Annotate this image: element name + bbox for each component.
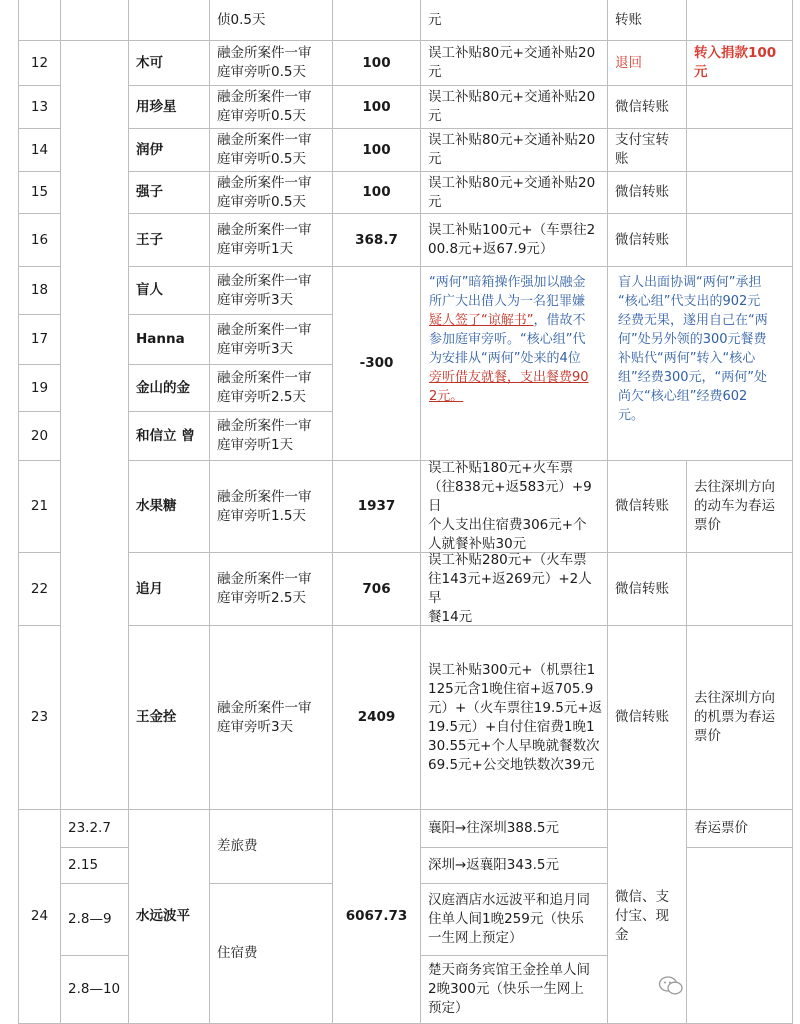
detail-cell: 误工补贴100元+（车票往2 00.8元+返67.9元）: [421, 214, 608, 267]
row-no: 18: [18, 267, 61, 315]
detail-cell: 元: [421, 0, 608, 41]
name-cell: 追月: [129, 553, 210, 626]
detail-cell: 误工补贴180元+火车票 （往838元+返583元）+9日 个人支出住宿费306元+个 人就餐补贴30元: [421, 461, 608, 553]
amount-cell: [333, 0, 421, 41]
detail-cell: 误工补贴80元+交通补贴20 元: [421, 41, 608, 86]
note-cell: [687, 86, 793, 129]
note-highlight: 旁听借友就餐，支出餐费90: [429, 370, 589, 385]
subject-cell: 融金所案件一审 庭审旁听1.5天: [210, 461, 333, 553]
detail-cell: 误工补贴80元+交通补贴20 元: [421, 86, 608, 129]
note-cell: [687, 0, 793, 41]
name-cell: 强子: [129, 172, 210, 214]
subject-cell: 融金所案件一审 庭审旁听0.5天: [210, 41, 333, 86]
subject-cell: 融金所案件一审 庭审旁听3天: [210, 315, 333, 365]
note-cell: [687, 129, 793, 172]
amount-cell: 2409: [333, 626, 421, 810]
note-highlight: 2元。: [429, 389, 464, 404]
col-blank: [61, 0, 129, 41]
detail-cell: 误工补贴80元+交通补贴20 元: [421, 129, 608, 172]
lodging-label: 住宿费: [210, 884, 333, 1024]
name-cell: Hanna: [129, 315, 210, 365]
method-cell: 退回: [608, 41, 687, 86]
row-no: 14: [18, 129, 61, 172]
detail-cell: 襄阳→往深圳388.5元: [421, 810, 608, 848]
subject-cell: 融金所案件一审 庭审旁听2.5天: [210, 365, 333, 412]
method-cell: 微信转账: [608, 86, 687, 129]
travel-label: 差旅费: [210, 810, 333, 884]
subject-cell: 融金所案件一审 庭审旁听0.5天: [210, 172, 333, 214]
amount-cell: 100: [333, 172, 421, 214]
detail-cell: 深圳→返襄阳343.5元: [421, 848, 608, 884]
method-cell: 微信转账: [608, 461, 687, 553]
subject-cell: 融金所案件一审 庭审旁听1天: [210, 412, 333, 461]
amount-cell: 706: [333, 553, 421, 626]
method-cell: 支付宝转 账: [608, 129, 687, 172]
group-note-right: 盲人出面协调“两何”承担 “核心组”代支出的902元 经费无果，遂用自己在“两 何”处另外领的300元餐费 补贴代“两何”转入“核心 组”经费300元，“两何”处 尚欠“核心组”经费602 元。: [608, 267, 793, 461]
blank-span: [61, 41, 129, 810]
amount-cell: 368.7: [333, 214, 421, 267]
note-line: ，借故不: [533, 313, 586, 328]
name-cell: 木可: [129, 41, 210, 86]
subject-cell: 融金所案件一审 庭审旁听1天: [210, 214, 333, 267]
row-no: 15: [18, 172, 61, 214]
note-cell: 去往深圳方向 的机票为春运 票价: [687, 626, 793, 810]
col-name: [129, 0, 210, 41]
row-no: 12: [18, 41, 61, 86]
row-no: 16: [18, 214, 61, 267]
subject-cell: 侦0.5天: [210, 0, 333, 41]
subject-cell: 融金所案件一审 庭审旁听0.5天: [210, 129, 333, 172]
note-line: “两何”暗箱操作强加以融金: [429, 275, 586, 290]
method-cell: 转账: [608, 0, 687, 41]
note-line: 为安排从“两何”处来的4位: [429, 351, 581, 366]
detail-cell: 误工补贴80元+交通补贴20 元: [421, 172, 608, 214]
name-cell: 润伊: [129, 129, 210, 172]
detail-cell: 误工补贴300元+（机票往1 125元含1晚住宿+返705.9 元）+（火车票往19.5元+返 19.5元）+自付住宿费1晚1 30.55元+个人早晚就餐数次 69.5元+公交地铁数次39元: [421, 626, 608, 810]
note-cell: 去往深圳方向 的动车为春运 票价: [687, 461, 793, 553]
method-cell: 微信转账: [608, 626, 687, 810]
method-cell: 微信、支 付宝、现 金: [608, 810, 687, 1024]
date-cell: 2.8—9: [61, 884, 129, 956]
row-no: 19: [18, 365, 61, 412]
group-note-left: [421, 267, 608, 461]
date-cell: 2.15: [61, 848, 129, 884]
name-cell: 金山的金: [129, 365, 210, 412]
amount-cell: 1937: [333, 461, 421, 553]
amount-cell: 100: [333, 129, 421, 172]
amount-cell: 100: [333, 41, 421, 86]
amount-cell: 100: [333, 86, 421, 129]
detail-cell: 误工补贴280元+（火车票 往143元+返269元）+2人早 餐14元: [421, 553, 608, 626]
name-cell: 水远波平: [129, 810, 210, 1024]
date-cell: 2.8—10: [61, 956, 129, 1024]
date-cell: 23.2.7: [61, 810, 129, 848]
method-cell: 微信转账: [608, 553, 687, 626]
name-cell: 王子: [129, 214, 210, 267]
row-no: 20: [18, 412, 61, 461]
subject-cell: 融金所案件一审 庭审旁听3天: [210, 267, 333, 315]
row-no: 21: [18, 461, 61, 553]
subject-cell: 融金所案件一审 庭审旁听3天: [210, 626, 333, 810]
amount-cell: 6067.73: [333, 810, 421, 1024]
wechat-logo-icon: [658, 975, 684, 997]
row-no: 23: [18, 626, 61, 810]
note-cell: 春运票价: [687, 810, 793, 848]
note-line: 所广大出借人为一名犯罪嫌: [429, 294, 586, 309]
note-cell: 转入捐款100 元: [687, 41, 793, 86]
method-cell: 微信转账: [608, 172, 687, 214]
note-line: 参加庭审旁听。“核心组”代: [429, 332, 586, 347]
name-cell: 用珍星: [129, 86, 210, 129]
detail-cell: 楚天商务宾馆王金拴单人间 2晚300元（快乐一生网上 预定）: [421, 956, 608, 1024]
col-no: [18, 0, 61, 41]
row-no: 22: [18, 553, 61, 626]
detail-cell: 汉庭酒店水远波平和追月同 住单人间1晚259元（快乐 一生网上预定）: [421, 884, 608, 956]
note-cell: [687, 214, 793, 267]
note-cell: [687, 553, 793, 626]
name-cell: 水果糖: [129, 461, 210, 553]
name-cell: 盲人: [129, 267, 210, 315]
row-no: 24: [18, 810, 61, 1024]
subject-cell: 融金所案件一审 庭审旁听0.5天: [210, 86, 333, 129]
name-cell: 和信立 曾: [129, 412, 210, 461]
subject-cell: 融金所案件一审 庭审旁听2.5天: [210, 553, 333, 626]
note-highlight: 疑人签了“谅解书”: [429, 313, 534, 328]
row-no: 17: [18, 315, 61, 365]
note-cell: [687, 848, 793, 1024]
method-cell: 微信转账: [608, 214, 687, 267]
row-no: 13: [18, 86, 61, 129]
name-cell: 王金拴: [129, 626, 210, 810]
note-cell: [687, 172, 793, 214]
group-amount-cell: -300: [333, 267, 421, 461]
